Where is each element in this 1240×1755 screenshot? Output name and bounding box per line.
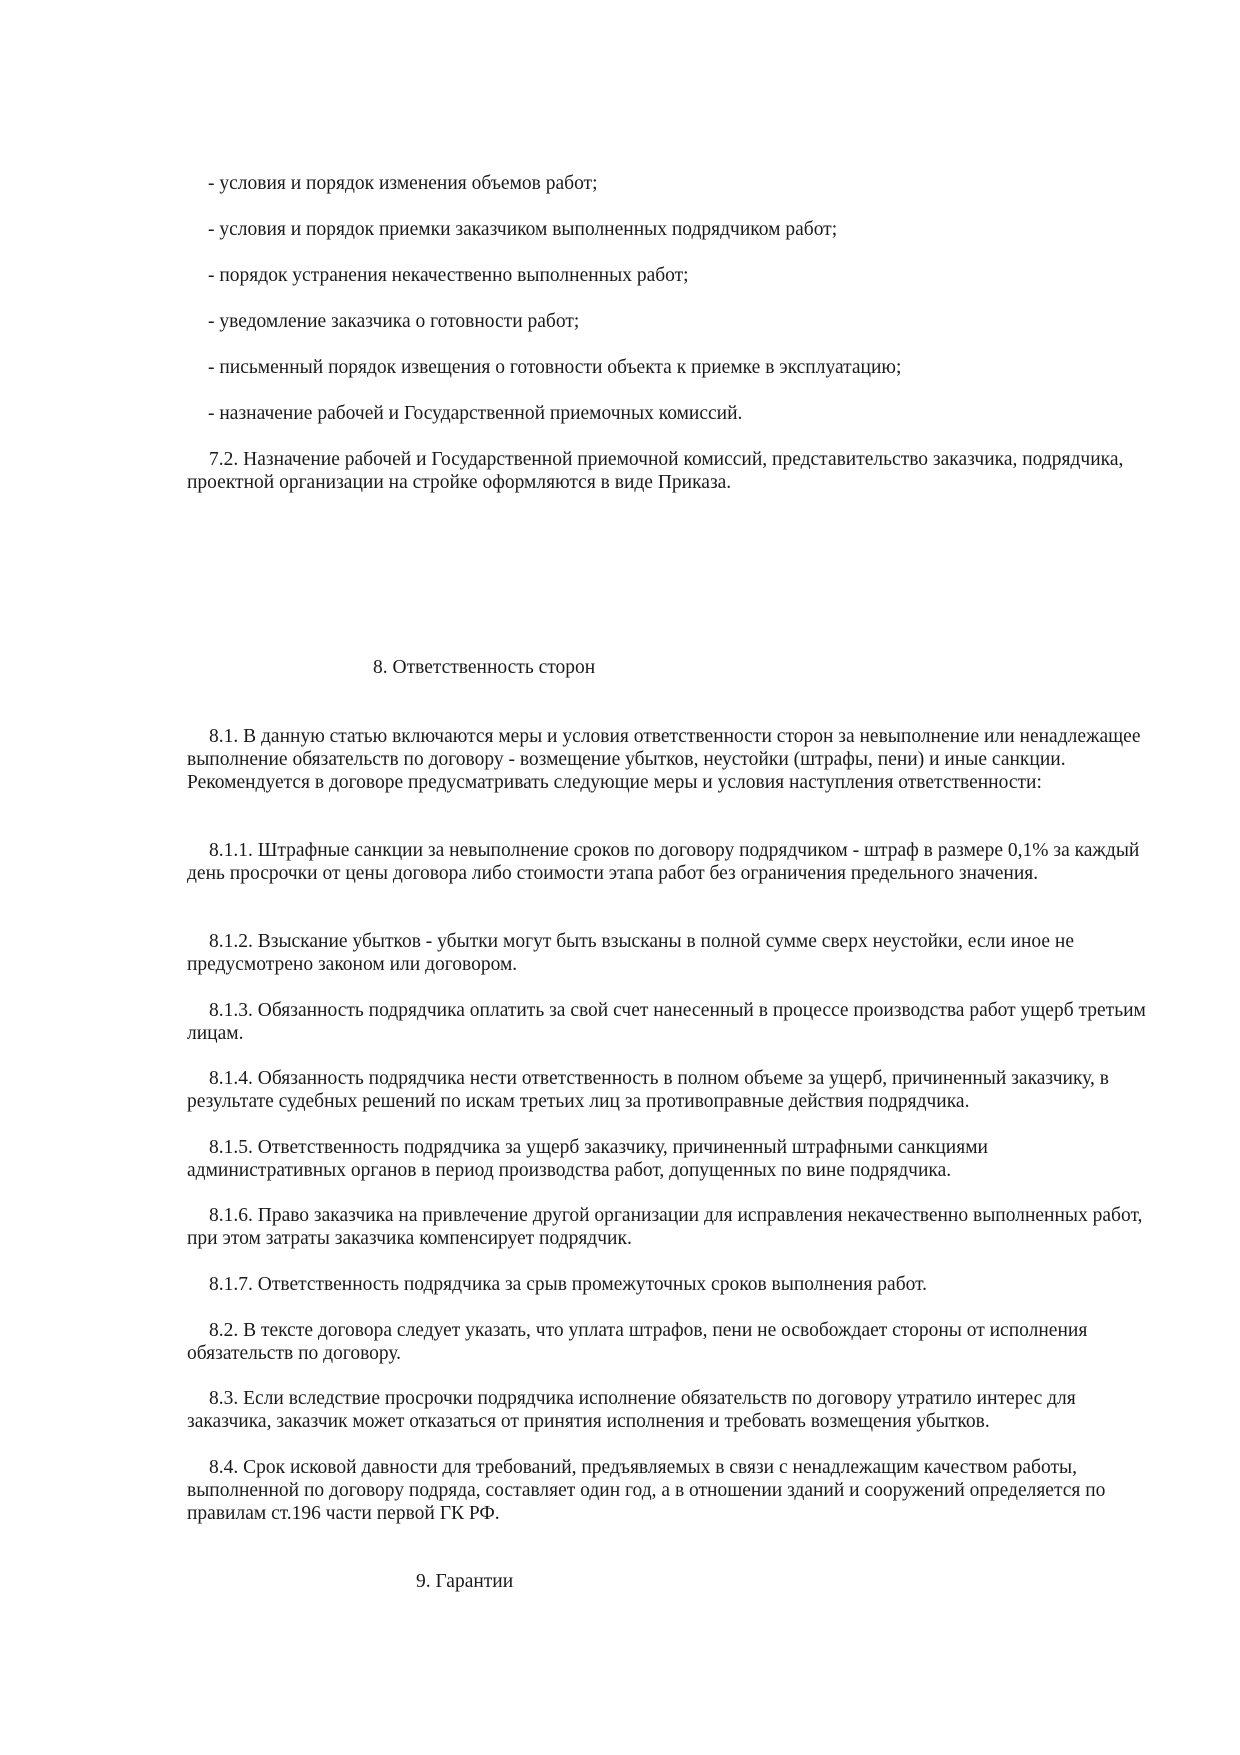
paragraph-8-3: 8.3. Если вследствие просрочки подрядчика исполнение обязательств по договору утратило интерес для заказчика, заказчик может отказаться от принятия исполнения и требовать возмещения убытков. [187,1388,1076,1432]
list-item: - назначение рабочей и Государственной приемочных комиссий. [208,403,743,424]
paragraph-8-1-3: 8.1.3. Обязанность подрядчика оплатить за свой счет нанесенный в процессе производства работ ущерб третьим лицам. [187,1000,1146,1044]
paragraph-8-1-2: 8.1.2. Взыскание убытков - убытки могут быть взысканы в полной сумме сверх неустойки, если иное не предусмотрено законом или договором. [187,931,1075,975]
paragraph-8-1-7: 8.1.7. Ответственность подрядчика за срыв промежуточных сроков выполнения работ. [209,1274,928,1295]
paragraph-8-1-5: 8.1.5. Ответственность подрядчика за ущерб заказчику, причиненный штрафными санкциями административных органов в период производства работ, допущенных по вине подрядчика. [187,1137,988,1181]
paragraph-8-2: 8.2. В тексте договора следует указать, что уплата штрафов, пени не освобождает стороны от исполнения обязательств по договору. [187,1320,1088,1364]
paragraph-7-2: 7.2. Назначение рабочей и Государственной приемочной комиссий, представительство заказчика, подрядчика, проектной организации на стройке оформляются в виде Приказа. [187,449,1124,493]
paragraph-8-4: 8.4. Срок исковой давности для требований, предъявляемых в связи с ненадлежащим качеством работы, выполненной по договору подряда, составляет один год, а в отношении зданий и сооружений определяется по правилам ст.196 части первой ГК РФ. [187,1457,1106,1524]
paragraph-8-1-1: 8.1.1. Штрафные санкции за невыполнение сроков по договору подрядчиком - штраф в размере 0,1% за каждый день просрочки от цены договора либо стоимости этапа работ без ограничения предельного значения. [187,840,1140,884]
list-item: - условия и порядок приемки заказчиком выполненных подрядчиком работ; [208,219,838,240]
paragraph-8-1-6: 8.1.6. Право заказчика на привлечение другой организации для исправления некачественно выполненных работ, при этом затраты заказчика компенсирует подрядчик. [187,1205,1143,1249]
section-heading-8: 8. Ответственность сторон [373,657,596,678]
paragraph-8-1: 8.1. В данную статью включаются меры и условия ответственности сторон за невыполнение или ненадлежащее выполнение обязательств по договору - возмещение убытков, неустойки (штрафы, пени) и иные санкции. Рекомендуется в договоре предусматривать следующие меры и условия наступления ответственности: [187,726,1141,793]
section-heading-9: 9. Гарантии [416,1571,514,1592]
paragraph-8-1-4: 8.1.4. Обязанность подрядчика нести ответственность в полном объеме за ущерб, причиненный заказчику, в результате судебных решений по искам третьих лиц за противоправные действия подрядчика. [187,1068,1109,1112]
list-item: - письменный порядок извещения о готовности объекта к приемке в эксплуатацию; [208,357,902,378]
list-item: - порядок устранения некачественно выполненных работ; [208,265,689,286]
list-item: - уведомление заказчика о готовности работ; [208,311,580,332]
list-item: - условия и порядок изменения объемов работ; [208,173,598,194]
